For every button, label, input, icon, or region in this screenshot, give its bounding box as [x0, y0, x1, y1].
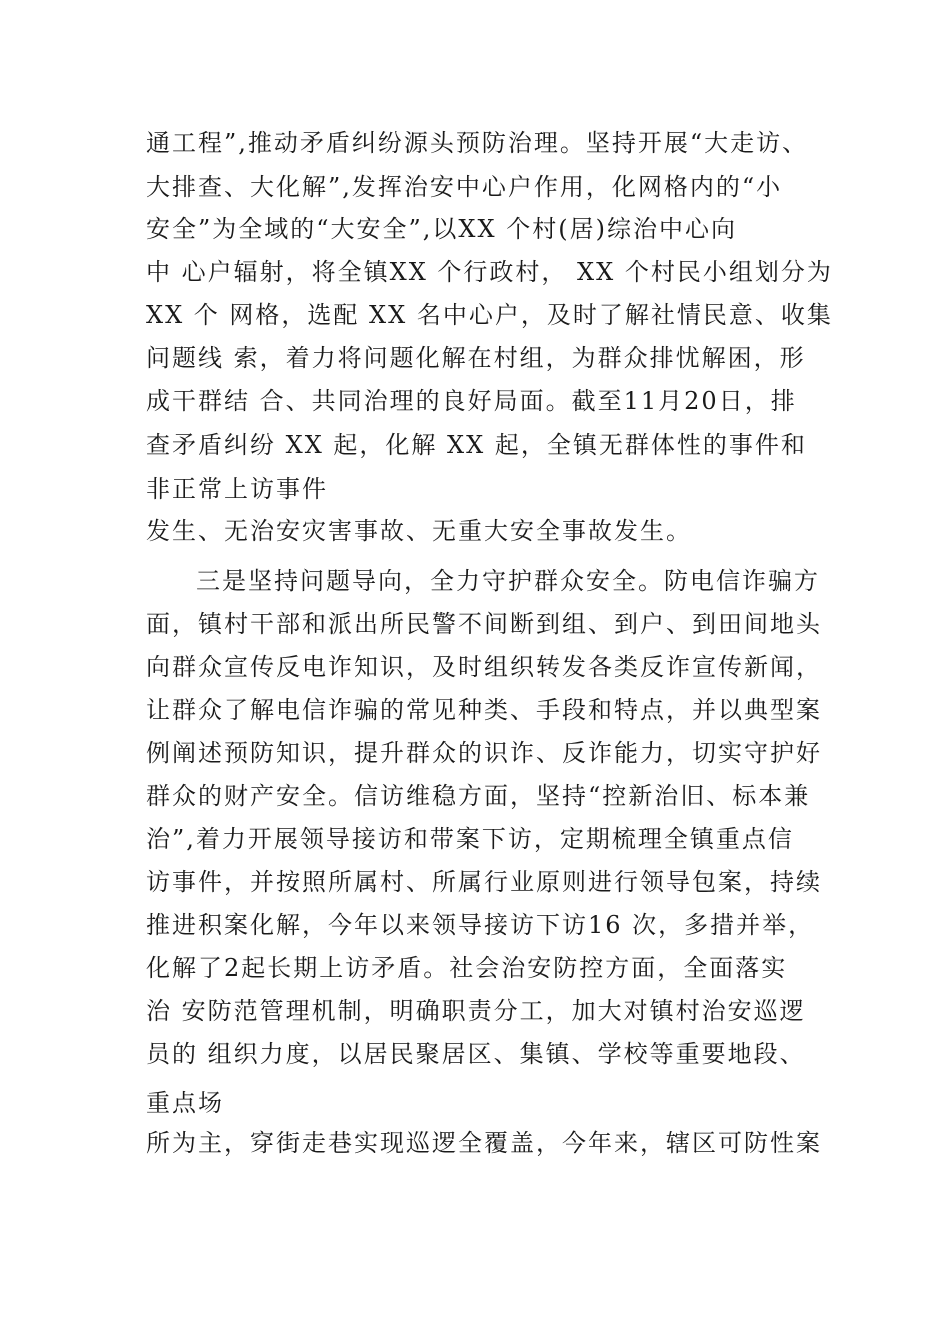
paragraph-start-line: 三是坚持问题导向，全力守护群众安全。防电信诈骗方	[196, 567, 820, 595]
text-line: 访事件，并按照所属村、所属行业原则进行领导包案，持续	[146, 868, 822, 896]
text-line: 安全”为全域的“大安全”,以XX 个村(居)综治中心向	[146, 215, 737, 243]
text-line: 查矛盾纠纷 XX 起，化解 XX 起，全镇无群体性的事件和	[146, 431, 807, 459]
text-line: 化解了2起长期上访矛盾。社会治安防控方面，全面落实	[146, 954, 788, 982]
text-line: 向群众宣传反电诈知识，及时组织转发各类反诈宣传新闻，	[146, 653, 822, 681]
text-line: 治 安防范管理机制，明确职责分工，加大对镇村治安巡逻	[146, 997, 806, 1025]
text-line: 成干群结 合、共同治理的良好局面。截至11月20日，排	[146, 387, 797, 415]
text-line: 群众的财产安全。信访维稳方面，坚持“控新治旧、标本兼	[146, 782, 811, 810]
text-line: 重点场	[146, 1089, 224, 1117]
text-line: 所为主，穿街走巷实现巡逻全覆盖，今年来，辖区可防性案	[146, 1129, 822, 1157]
text-line: 治”,着力开展领导接访和带案下访，定期梳理全镇重点信	[146, 825, 794, 853]
text-line: 中 心户辐射，将全镇XX 个行政村， XX 个村民小组划分为	[146, 258, 833, 286]
text-line: 推进积案化解，今年以来领导接访下访16 次，多措并举，	[146, 911, 815, 939]
text-line: 大排查、大化解”,发挥治安中心户作用，化网格内的“小	[146, 173, 783, 201]
text-line: 员的 组织力度，以居民聚居区、集镇、学校等重要地段、	[146, 1040, 806, 1068]
text-line: 非正常上访事件	[146, 475, 328, 503]
text-line: XX 个 网格，选配 XX 名中心户，及时了解社情民意、收集	[146, 301, 833, 329]
text-line: 问题线 索，着力将问题化解在村组，为群众排忧解困，形	[146, 344, 806, 372]
text-line: 通工程”,推动矛盾纠纷源头预防治理。坚持开展“大走访、	[146, 129, 809, 157]
text-line: 面，镇村干部和派出所民警不间断到组、到户、到田间地头	[146, 610, 822, 638]
text-line: 发生、无治安灾害事故、无重大安全事故发生。	[146, 517, 692, 545]
text-line: 让群众了解电信诈骗的常见种类、手段和特点，并以典型案	[146, 696, 822, 724]
text-line: 例阐述预防知识，提升群众的识诈、反诈能力，切实守护好	[146, 739, 822, 767]
